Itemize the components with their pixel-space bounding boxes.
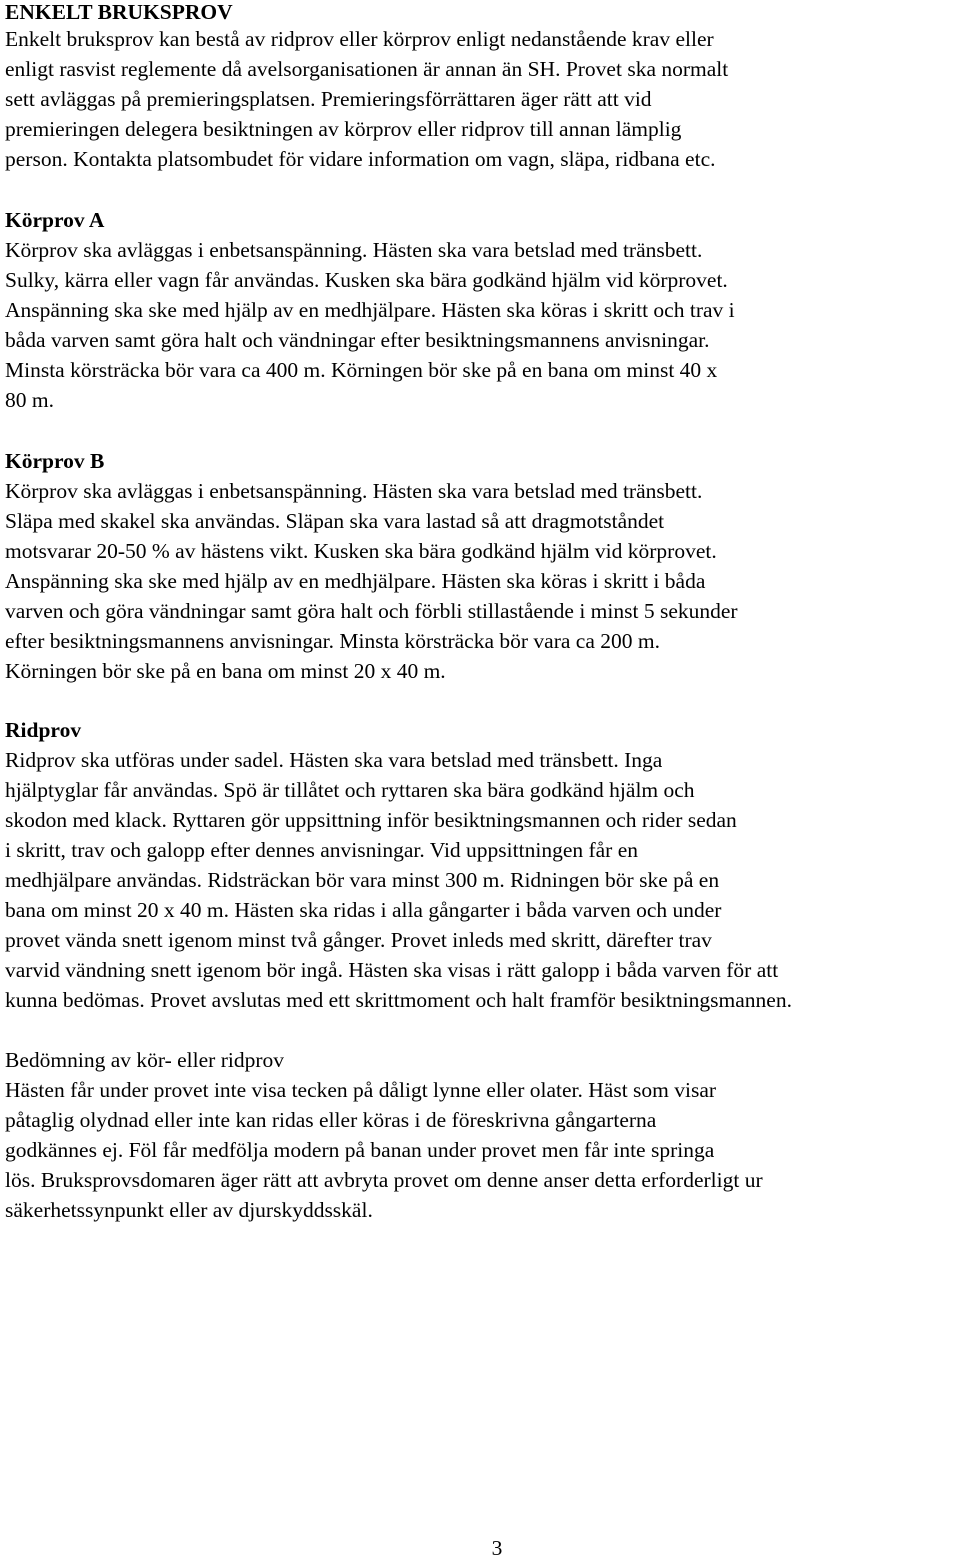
intro-section (5, 0, 728, 174)
intro-line: person. Kontakta platsombudet för vidare information om vagn, släpa, ridbana etc. (5, 147, 716, 171)
section-bedomning (5, 1045, 763, 1225)
body-line: varven och göra vändningar samt göra halt och förbli stillastående i minst 5 sekunder (5, 599, 738, 623)
body-line: säkerhetssynpunkt eller av djurskyddsskäl. (5, 1198, 373, 1222)
body-line: Släpa med skakel ska användas. Släpan ska vara lastad så att dragmotståndet (5, 509, 665, 533)
body-line: båda varven samt göra halt och vändningar efter besiktningsmannens anvisningar. (5, 328, 710, 352)
intro-line: Enkelt bruksprov kan bestå av ridprov eller körprov enligt nedanstående krav eller (5, 27, 714, 51)
body-line: Ridprov ska utföras under sadel. Hästen ska vara betslad med tränsbett. Inga (5, 748, 663, 772)
body-line: motsvarar 20-50 % av hästens vikt. Kusken ska bära godkänd hjälm vid körprovet. (5, 539, 717, 563)
body-line: efter besiktningsmannens anvisningar. Minsta körsträcka bör vara ca 200 m. (5, 629, 660, 653)
body-line: bana om minst 20 x 40 m. Hästen ska ridas i alla gångarter i båda varven och under (5, 898, 722, 922)
body-line: Minsta körsträcka bör vara ca 400 m. Körningen bör ske på en bana om minst 40 x (5, 358, 718, 382)
body-line: godkännes ej. Föl får medfölja modern på banan under provet men får inte springa (5, 1138, 715, 1162)
body-line: varvid vändning snett igenom bör ingå. Hästen ska visas i rätt galopp i båda varven för att (5, 958, 779, 982)
body-line: skodon med klack. Ryttaren gör uppsittning inför besiktningsmannen och rider sedan (5, 808, 737, 832)
section-heading: Körprov A (5, 208, 105, 232)
body-line: Hästen får under provet inte visa tecken på dåligt lynne eller olater. Häst som visar (5, 1078, 717, 1102)
intro-line: premieringen delegera besiktningen av körprov eller ridprov till annan lämplig (5, 117, 682, 141)
section-heading: Bedömning av kör- eller ridprov (5, 1048, 284, 1072)
body-line: 80 m. (5, 388, 54, 412)
body-line: medhjälpare användas. Ridsträckan bör vara minst 300 m. Ridningen bör ske på en (5, 868, 720, 892)
body-line: Körningen bör ske på en bana om minst 20 x 40 m. (5, 659, 446, 683)
section-heading: Körprov B (5, 449, 105, 473)
section-ridprov (5, 715, 792, 1015)
body-line: Anspänning ska ske med hjälp av en medhjälpare. Hästen ska köras i skritt i båda (5, 569, 706, 593)
body-line: provet vända snett igenom minst två gånger. Provet inleds med skritt, därefter trav (5, 928, 712, 952)
intro-line: enligt rasvist reglemente då avelsorganisationen är annan än SH. Provet ska normalt (5, 57, 729, 81)
body-line: Körprov ska avläggas i enbetsanspänning. Hästen ska vara betslad med tränsbett. (5, 238, 703, 262)
page-number: 3 (491, 1536, 503, 1560)
body-line: lös. Bruksprovsdomaren äger rätt att avbryta provet om denne anser detta erforderligt ur (5, 1168, 763, 1192)
page-title: ENKELT BRUKSPROV (5, 0, 233, 24)
body-line: Sulky, kärra eller vagn får användas. Kusken ska bära godkänd hjälm vid körprovet. (5, 268, 728, 292)
body-line: i skritt, trav och galopp efter dennes anvisningar. Vid uppsittningen får en (5, 838, 639, 862)
body-line: Anspänning ska ske med hjälp av en medhjälpare. Hästen ska köras i skritt och trav i (5, 298, 735, 322)
section-korprov-b (5, 446, 738, 686)
intro-line: sett avläggas på premieringsplatsen. Premieringsförrättaren äger rätt att vid (5, 87, 652, 111)
section-heading: Ridprov (5, 718, 82, 742)
body-line: kunna bedömas. Provet avslutas med ett skrittmoment och halt framför besiktningsmannen. (5, 988, 792, 1012)
body-line: påtaglig olydnad eller inte kan ridas eller köras i de föreskrivna gångarterna (5, 1108, 657, 1132)
body-line: Körprov ska avläggas i enbetsanspänning. Hästen ska vara betslad med tränsbett. (5, 479, 703, 503)
body-line: hjälptyglar får användas. Spö är tillåtet och ryttaren ska bära godkänd hjälm och (5, 778, 695, 802)
section-korprov-a (5, 205, 735, 415)
